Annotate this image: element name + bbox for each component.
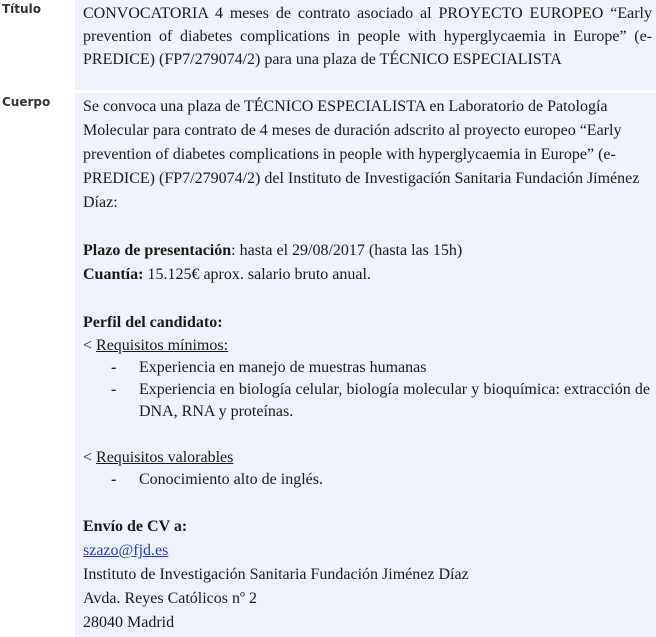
cuerpo-label: Cuerpo [0,93,74,637]
envio-heading: Envío de CV a: [83,518,188,535]
list-item: - Experiencia en biología celular, biología molecular y bioquímica: extracción de DNA, RNA y proteínas. [111,379,650,423]
titulo-label: Título [0,0,74,90]
valorables-heading: < Requisitos valorables [83,449,234,466]
minimos-label: Requisitos mínimos: [96,337,229,354]
minimos-list [83,357,650,423]
plazo-value: : hasta el 29/08/2017 (hasta las 15h) [231,242,463,259]
list-item: - Conocimiento alto de inglés. [111,469,650,491]
email-link[interactable]: szazo@fjd.es [83,542,169,559]
list-item: - Experiencia en manejo de muestras humanas [111,357,650,379]
titulo-text: CONVOCATORIA 4 meses de contrato asociado al PROYECTO EUROPEO “Early prevention of diabetes complications in people with hyperglycaemia in Europe” (e-PREDICE) (FP7/279074/2) para una plaza de TÉCNICO ESPECIALISTA [74,0,656,90]
cuantia-label: Cuantía: [83,266,144,283]
plazo-line [83,239,650,263]
address-line-institution: Instituto de Investigación Sanitaria Fundación Jiménez Díaz [83,566,469,583]
valorables-list [83,469,650,491]
cuantia-line [83,263,650,287]
address-line-city: 28040 Madrid [83,614,175,631]
intro-paragraph: Se convoca una plaza de TÉCNICO ESPECIALISTA en Laboratorio de Patología Molecular para contrato de 4 meses de duración adscrito al proyecto europeo “Early prevention of diabetes complications in people with hyperglycaemia in Europe” (e-PREDICE) (FP7/279074/2) del Instituto de Investigación Sanitaria Fundación Jiménez Díaz: [83,98,640,211]
address-line-street: Avda. Reyes Católicos nº 2 [83,590,257,607]
valorables-label: Requisitos valorables [96,449,234,466]
cuantia-value: 15.125€ aprox. salario bruto anual. [143,266,371,283]
perfil-heading: Perfil del candidato: [83,314,223,331]
email-line [83,539,650,563]
cuerpo-content [74,93,656,637]
minimos-heading: < Requisitos mínimos: [83,337,229,354]
plazo-label: Plazo de presentación [83,242,232,259]
